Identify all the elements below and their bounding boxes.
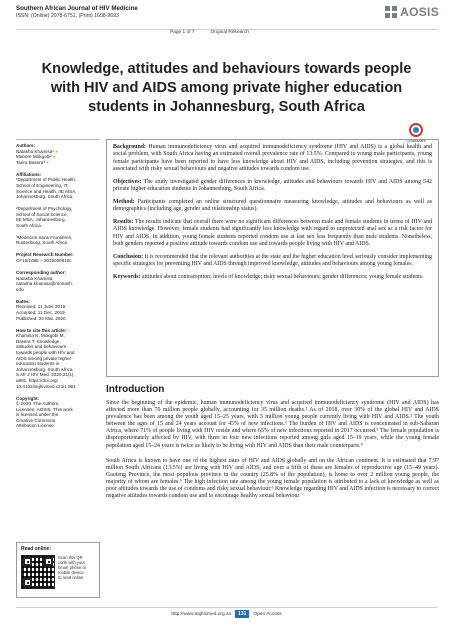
- affiliations-block: [16, 172, 100, 200]
- affiliation-line: ³Médecins Sans Frontières,: [16, 234, 73, 240]
- affiliation-line: South Africa: [16, 222, 41, 228]
- citation-line: attitudes and behaviours: [16, 344, 67, 350]
- crossmark-label: CrossMark: [406, 138, 426, 143]
- abstract-background: Background: Human immunodeficiency virus and acquired immunodeficiency syndrome (HIV and AIDS) is a global health and social problem, with South Africa having an estimated overall prevalence rate of 13.5%. Compared to young male participants, young female participants have been reported to have less knowledge about HIV and AIDS, including prevention strategies, and this is associated with risky sexual behaviours and negative attitudes towards condom use.: [113, 144, 432, 172]
- footer-divider: [16, 607, 437, 608]
- abstract-conclusion: Conclusion: It is recommended that the relevant authorities at the state and the higher education level seriously consider implementing specific strategies for preventing HIV and AIDS through improved knowledge, attitudes and behaviours among young females.: [113, 253, 432, 268]
- page-count: Page 1 of 7: [170, 30, 195, 35]
- corresponding-email[interactable]: natasha.khamisa@monash.: [16, 281, 74, 287]
- affiliation-3-block: [16, 235, 100, 246]
- article-title: [30, 60, 423, 117]
- aosis-logo-icon: [384, 5, 398, 19]
- project-number: CF15/1095 – 2015000518c: [16, 258, 72, 264]
- date-received: Received: 11 June 2019: [16, 304, 66, 310]
- introduction-paragraph-2: South Africa is known to have one of the highest rates of HIV and AIDS globally and on the African continent. It is estimated that 7.97 million South Africans (13.5%) are living with HIV and AIDS, and over a fifth of these are females of reproductive age (15–49 years). Gauteng Province, the most populous province in the country (25.8% of the population), is home to over 2 million young people, the majority of whom are females.⁵ The high infection rate among the young female population is attributed to a lack of knowledge as well as poor attitudes towards the use of condoms and risky sexual behaviour.⁶ Knowledge regarding HIV and AIDS infection is necessary to correct negative attitudes towards condom use and to encourage healthy sexual behaviour: [106, 457, 439, 500]
- footer-access: Open Access: [253, 611, 282, 617]
- project-heading: Project Research Number:: [16, 252, 74, 258]
- citation-line: Khamisa N, Mokgobi M,: [16, 333, 65, 339]
- citation-line: towards people with HIV and: [16, 349, 75, 355]
- citation-line: Johannesburg, South Africa.: [16, 366, 74, 372]
- corresponding-name: Natasha Khamisa,: [16, 275, 54, 281]
- citation-line: S Afr J HIV Med. 2020;21(1),: [16, 372, 75, 378]
- article-info-sidebar: [16, 143, 100, 435]
- affiliation-line: Science and Health, IIE MSA,: [16, 188, 77, 194]
- title-line-1: Knowledge, attitudes and behaviours towards people: [41, 61, 412, 77]
- footer-url[interactable]: http://www.sajhivmed.org.za: [171, 611, 232, 617]
- journal-title: Southern African Journal of HIV Medicine: [16, 5, 138, 12]
- citation-block: [16, 328, 100, 390]
- citation-line: AIDS among private higher: [16, 355, 72, 361]
- affiliation-line: IIE MSA, Johannesburg,: [16, 217, 66, 223]
- qr-instructions: Scan this QR code with your smart phone or mobile device to read online.: [58, 555, 87, 580]
- affiliation-line: ¹Department of Public Health,: [16, 177, 77, 183]
- corresponding-email[interactable]: edu: [16, 286, 24, 292]
- logo-text: AOSIS: [400, 5, 439, 19]
- sidebar-divider-top: [16, 139, 100, 140]
- copyright-line: Creative Commons: [16, 417, 56, 423]
- page-info: [170, 30, 249, 35]
- copyright-block: [16, 396, 100, 430]
- doi-link[interactable]: a991. https://doi.org/: [16, 377, 58, 383]
- abstract-box: [106, 139, 439, 377]
- orcid-icon[interactable]: ●: [46, 159, 49, 165]
- corresponding-heading: Corresponding author:: [16, 270, 67, 276]
- abstract-method: Method: Participants completed an online structured questionnaire measuring knowledge, attitudes and behaviours as well as demographics (including age, gender and relationship status).: [113, 198, 432, 213]
- date-accepted: Accepted: 11 Dec. 2019: [16, 310, 65, 315]
- affiliation-line: Johannesburg, South Africa: [16, 194, 73, 200]
- affiliation-line: ²Department of Psychology,: [16, 206, 73, 212]
- page-footer: [0, 610, 453, 618]
- affiliation-line: School of Engineering, IT,: [16, 182, 69, 188]
- citation-line: education students in: [16, 361, 60, 367]
- author-1[interactable]: Natasha Khamisa¹ ●: [16, 148, 58, 154]
- qr-code-icon[interactable]: [21, 555, 55, 589]
- issn: ISSN: (Online) 2078-6751, (Print) 1608-9693: [16, 13, 119, 19]
- corresponding-block: [16, 270, 100, 292]
- copyright-heading: Copyright:: [16, 395, 40, 401]
- date-published: Published: 24 Mar. 2020: [16, 315, 66, 321]
- affiliation-2-block: [16, 206, 100, 228]
- article-type: Original Research: [210, 30, 249, 35]
- read-online-label: Read online:: [21, 546, 52, 552]
- copyright-line: Attribution License.: [16, 423, 56, 429]
- abstract-keywords: Keywords: attitudes about contraception; levels of knowledge; risky sexual behaviours; gender differences; young female students.: [113, 274, 424, 281]
- introduction-body: [106, 400, 439, 508]
- citation-heading: How to cite this article:: [16, 327, 67, 333]
- orcid-icon[interactable]: ●: [53, 154, 56, 160]
- affiliation-line: School of Social Science,: [16, 211, 68, 217]
- doi-link[interactable]: 10.4102/sajhivmed.v21i1.991: [16, 383, 76, 389]
- affiliations-heading: Affiliations:: [16, 171, 42, 177]
- read-online-box: [16, 542, 100, 598]
- affiliation-line: Rustenburg, South Africa: [16, 240, 68, 246]
- publisher-logo: [384, 5, 439, 19]
- copyright-line: © 2020. The Authors.: [16, 401, 60, 407]
- abstract-results: Results: The results indicate that overall there were no significant differences between male and female students in terms of HIV and AIDS knowledge. However, female students had significantly less knowledge with regard to unprotected anal sex as a risk factor for HIV and AIDS. In addition, young female students reported condom use at last sex less frequently than male students. Nonetheless, both genders reported a positive attitude towards condom use and towards people living with HIV and AIDS.: [113, 219, 433, 248]
- project-block: [16, 252, 100, 263]
- abstract-objectives: Objectives: The study investigated gender differences in knowledge, attitudes and behaviours towards HIV and AIDS among 542 private higher education students in Johannesburg, South Africa.: [113, 178, 432, 193]
- citation-line: Basera T. Knowledge,: [16, 338, 61, 344]
- crossmark-icon: [409, 123, 423, 137]
- orcid-icon[interactable]: ●: [55, 148, 58, 154]
- page-number-badge: 131: [235, 610, 249, 618]
- copyright-line: is licensed under the: [16, 412, 59, 418]
- authors-block: [16, 143, 100, 165]
- authors-heading: Authors:: [16, 143, 36, 148]
- dates-block: [16, 299, 100, 321]
- dates-heading: Dates:: [16, 298, 31, 304]
- author-3[interactable]: Tarira Basera³ ●: [16, 159, 49, 165]
- title-line-3: students in Johannesburg, South Africa: [88, 99, 365, 115]
- introduction-heading: Introduction: [106, 384, 165, 395]
- copyright-line: Licensee: AOSIS. This work: [16, 406, 73, 412]
- author-2[interactable]: Mabore Mokgobi² ●: [16, 154, 56, 160]
- introduction-paragraph-1: Since the beginning of the epidemic, human immunodeficiency virus and acquired immunodeficiency syndrome (HIV and AIDS) has affected more than 70 million people globally, accounting for 35 million deaths.¹ As of 2018, over 30% of the global HIV and AIDS prevalence has been among the youth aged 15–25 years, with 5 million young people currently living with HIV and AIDS.² The youth between the ages of 15 and 24 years account for 45% of new infections.³ The burden of HIV and AIDS is concentrated in sub-Saharan Africa, where 71% of people living with HIV reside and where 65% of new infections reported in 2017 occurred.¹ The female population is disproportionately affected by HIV, with three in four new infections reported among girls aged 15–19 years, while the young female population aged 15–24 years is twice as likely to be living with HIV and AIDS than their male counterparts.⁴: [106, 400, 439, 449]
- title-line-2: with HIV and AIDS among private higher education: [50, 80, 403, 96]
